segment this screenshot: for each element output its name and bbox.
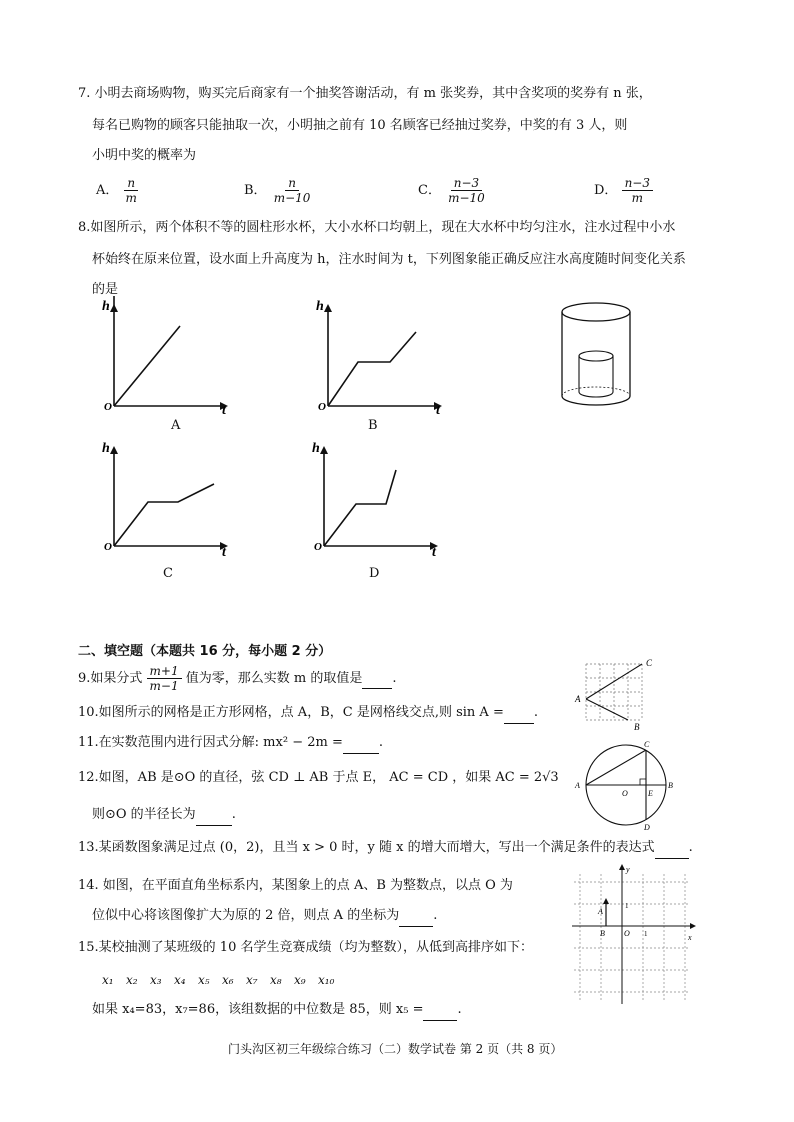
axis-h-label: h (102, 299, 110, 314)
point-b-label: B (634, 722, 640, 732)
q11-end: . (378, 735, 383, 750)
x-tick-label: 1 (644, 930, 648, 938)
var-item: x₄ (174, 973, 186, 987)
q10-text: 10.如图所示的网格是正方形网格，点 A，B，C 是网格线交点,则 sin A = (78, 705, 504, 720)
graph-c-label: C (163, 566, 173, 581)
answer-blank[interactable] (504, 703, 534, 724)
q12-text: 则⊙O 的半径长为 (92, 807, 196, 822)
answer-blank[interactable] (362, 670, 392, 689)
denominator: m−10 (448, 191, 485, 205)
denominator: m (125, 191, 137, 205)
q10 (78, 703, 538, 724)
point-d-label: D (644, 823, 650, 832)
graph-line (114, 326, 180, 406)
graph-line (114, 484, 214, 546)
q7-line2: 每名已购物的顾客只能抽取一次，小明抽之前有 10 名顾客已经抽过奖券，中奖的有 3 人，则 (92, 118, 628, 133)
right-angle-mark (640, 779, 646, 785)
point-b-label: B (600, 929, 605, 938)
numerator: n (285, 176, 299, 191)
fraction (622, 176, 653, 205)
point-c-label: C (644, 740, 650, 749)
segment-arrow (603, 898, 609, 904)
q14-line1: 14. 如图，在平面直角坐标系内，某图象上的点 A、B 为整数点，以点 O 为 (78, 878, 513, 893)
q14-coordinate-figure (570, 860, 698, 1012)
cylinders-figure (556, 300, 640, 416)
axis-t-label: t (436, 403, 440, 418)
answer-blank[interactable] (655, 838, 689, 859)
y-axis-label: y (626, 865, 630, 874)
q9-end: . (392, 671, 397, 686)
y-axis-arrow (619, 864, 625, 870)
fraction (271, 176, 314, 205)
axis-t-label: t (222, 545, 226, 560)
y-tick-label: 1 (625, 902, 629, 910)
q9-fraction (147, 664, 182, 693)
q13 (78, 838, 693, 859)
q14-end: . (433, 908, 438, 923)
var-item: x₉ (294, 973, 306, 987)
q13-end: . (688, 840, 693, 855)
var-item: x₃ (150, 973, 162, 987)
q8-line1: 8.如图所示，两个体积不等的圆柱形水杯，大小水杯口均朝上，现在大水杯中均匀注水，注水过程中小水 (78, 220, 676, 235)
var-item: x₆ (222, 973, 234, 987)
q13-text: 13.某函数图象满足过点 (0，2)，且当 x > 0 时，y 随 x 的增大而增大，写出一个满足条件的表达式 (78, 840, 655, 855)
point-b-label: B (668, 781, 673, 790)
axis-h-label: h (316, 299, 324, 314)
q11-text: 11.在实数范围内进行因式分解: mx² − 2m = (78, 735, 343, 750)
graph-line (324, 470, 396, 546)
graph-line (328, 332, 416, 406)
small-cup-top (579, 351, 613, 361)
q15-text: 如果 x₄=83，x₇=86，该组数据的中位数是 85，则 x₅ = (92, 1002, 424, 1017)
numerator: m+1 (147, 664, 182, 679)
fraction (445, 176, 488, 205)
q15-line1: 15.某校抽测了某班级的 10 名学生竞赛成绩（均为整数），从低到高排序如下： (78, 940, 533, 955)
var-item: x₅ (198, 973, 210, 987)
q8-line2: 杯始终在原来位置，设水面上升高度为 h，注水时间为 t，下列图象能正确反应注水高度随时间变化关系 (92, 252, 686, 267)
origin-label: O (314, 541, 322, 553)
q9-prefix: 9.如果分式 (78, 671, 143, 686)
graph-d-label: D (369, 566, 380, 581)
var-item: x₂ (126, 973, 138, 987)
graph-b-label: B (368, 418, 378, 433)
origin-label: O (104, 401, 112, 413)
y-axis-arrow (320, 446, 328, 454)
axis-t-label: t (432, 545, 436, 560)
point-a-label: A (575, 694, 581, 704)
q7-option-c[interactable] (418, 176, 488, 205)
q9-suffix: 值为零，那么实数 m 的取值是 (185, 671, 363, 686)
axis-h-label: h (312, 441, 320, 456)
var-item: x₈ (270, 973, 282, 987)
q8-graph-d (308, 440, 448, 564)
section-title: 二、填空题（本题共 16 分，每小题 2 分） (78, 644, 332, 659)
graph-a-label: A (171, 418, 181, 433)
axis-h-label: h (102, 441, 110, 456)
answer-blank[interactable] (343, 733, 379, 754)
q14-line2 (92, 906, 437, 927)
q7-line3: 小明中奖的概率为 (92, 148, 197, 163)
q7-option-a[interactable] (96, 176, 140, 205)
q15-end: . (457, 1002, 462, 1017)
q12-line2 (92, 805, 236, 826)
var-item: x₇ (246, 973, 258, 987)
q8-graph-c (98, 440, 238, 564)
q10-grid-figure (572, 656, 662, 732)
point-a-label: A (598, 907, 603, 916)
q10-end: . (533, 705, 538, 720)
q8-line3: 的是 (92, 282, 119, 297)
denominator: m (631, 191, 643, 205)
q8-graph-b (312, 296, 452, 436)
y-axis-arrow (324, 304, 332, 312)
big-cup-bottom-hidden (562, 387, 630, 396)
q7-line1: 7. 小明去商场购物，购买完后商家有一个抽奖答谢活动，有 m 张奖券，其中含奖项的奖券有 n 张， (78, 86, 652, 101)
answer-blank[interactable] (196, 805, 232, 826)
x-axis-label: x (688, 933, 692, 942)
denominator: m−1 (149, 679, 179, 693)
segment-ab (586, 699, 628, 720)
answer-blank[interactable] (399, 906, 433, 927)
point-o-label: O (622, 789, 628, 798)
q12-end: . (231, 807, 236, 822)
q14-text: 位似中心将该图像扩大为原的 2 倍，则点 A 的坐标为 (92, 908, 400, 923)
point-c-label: C (646, 658, 653, 668)
numerator: n−3 (451, 176, 482, 191)
option-label: B． (244, 183, 267, 198)
x-axis-arrow (690, 923, 696, 929)
point-a-label: A (575, 781, 580, 790)
fraction (123, 176, 140, 205)
q7-option-d[interactable] (594, 176, 653, 205)
option-label: C． (418, 183, 441, 198)
q7-option-b[interactable] (244, 176, 313, 205)
grid-lines (574, 874, 690, 1000)
numerator: n (124, 176, 138, 191)
y-axis-arrow (110, 304, 118, 312)
q15-vars (102, 970, 342, 990)
q11 (78, 733, 383, 754)
q8-graph-a (98, 296, 238, 436)
grid-lines (586, 664, 642, 720)
q9 (78, 664, 397, 693)
answer-blank[interactable] (423, 1000, 457, 1021)
point-e-label: E (648, 789, 653, 798)
q15-line3 (92, 1000, 462, 1021)
y-axis-arrow (110, 446, 118, 454)
option-label: A． (96, 183, 119, 198)
denominator: m−10 (273, 191, 311, 205)
var-item: x₁₀ (318, 973, 335, 987)
option-label: D． (594, 183, 618, 198)
axis-t-label: t (222, 403, 226, 418)
page-footer: 门头沟区初三年级综合练习（二）数学试卷 第 2 页（共 8 页） (228, 1042, 563, 1056)
q12-line1: 12.如图，AB 是⊙O 的直径，弦 CD ⊥ AB 于点 E， AC = CD ，如果 AC = 2√3 (78, 770, 559, 785)
chord-ac (586, 750, 646, 785)
big-cup-top (562, 303, 630, 321)
origin-label: O (104, 541, 112, 553)
small-cup-bottom (579, 392, 613, 397)
origin-label: O (624, 929, 630, 938)
q12-circle-figure (570, 738, 680, 832)
var-item: x₁ (102, 973, 114, 987)
origin-label: O (318, 401, 326, 413)
numerator: n−3 (622, 176, 653, 191)
